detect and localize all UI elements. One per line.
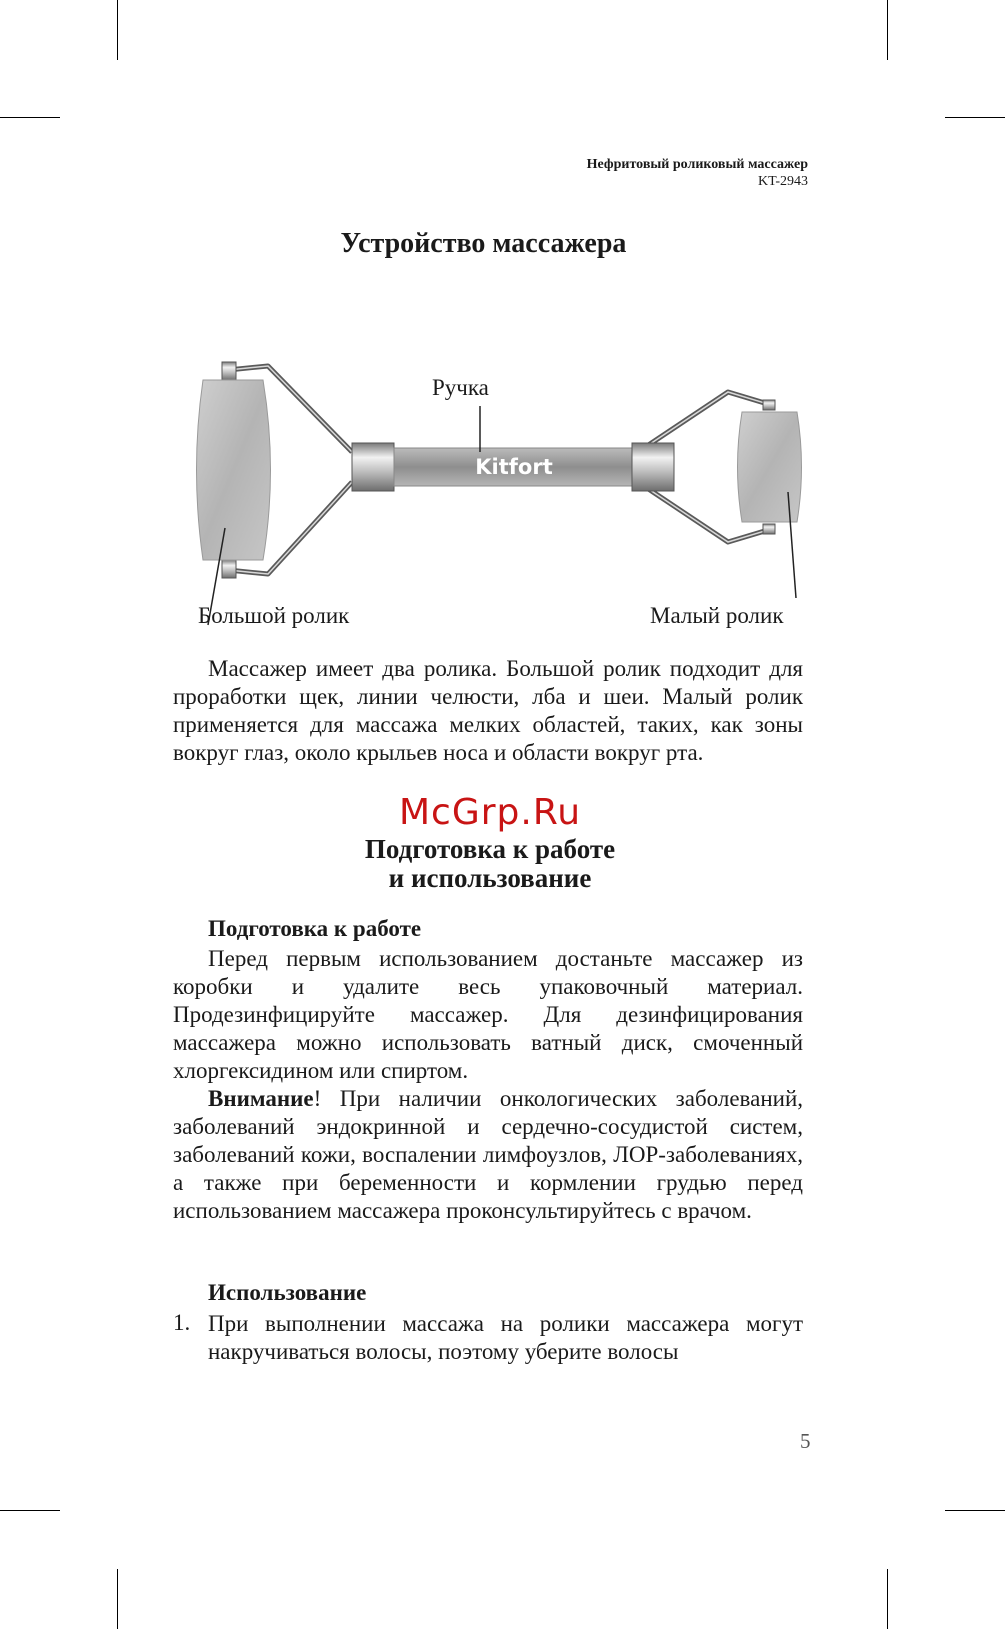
brand-logo: Kitfort: [475, 455, 553, 479]
section-title-device: Устройство массажера: [340, 228, 627, 259]
label-small-roller: Малый ролик: [650, 603, 784, 628]
page-number: 5: [800, 1429, 811, 1453]
label-handle: Ручка: [432, 375, 489, 400]
list-item-text: При выполнении массажа на ролики массажера могут накручиваться волосы, поэтому уберите волосы: [208, 1311, 803, 1364]
label-large-roller: Большой ролик: [198, 603, 350, 628]
section-title-preparation: Подготовка к работе и использование: [364, 834, 616, 893]
model-number: KT-2943: [757, 174, 808, 189]
device-description: Массажер имеет два ролика. Большой ролик подходит для проработки щек, линии челюсти, лба и шеи. Малый ролик применяется для массажа мелких областей, таких, как зоны вокруг глаз, около крыльев носа и области вокруг рта.: [173, 656, 803, 765]
crop-mark: [0, 1510, 60, 1511]
small-roller-shape: [738, 412, 802, 522]
product-name: Нефритовый роликовый массажер: [586, 157, 808, 172]
subheading-usage: Использование: [208, 1280, 367, 1305]
watermark: McGrp.Ru: [398, 792, 582, 833]
warning-paragraph: [173, 1085, 803, 1225]
list-item-number: 1.: [173, 1310, 191, 1335]
warning-text: ! При наличии онкологических заболеваний, заболеваний эндокринной и сердечно-сосудистой систем, заболеваний кожи, воспалении лимфоузлов, ЛОР-заболеваниях, а также при беременности и кормлении грудью перед использованием массажера проконсультируйтесь с врачом.: [173, 1086, 803, 1223]
large-roller-shape: [197, 380, 271, 560]
crop-mark: [945, 1510, 1005, 1511]
crop-mark: [887, 1569, 888, 1629]
subheading-preparation: Подготовка к работе: [208, 916, 422, 941]
massager-illustration: [0, 0, 1005, 640]
preparation-text: Перед первым использованием достаньте массажер из коробки и удалите весь упаковочный материал. Продезинфицируйте массажер. Для дезинфицирования массажера можно использовать ватный диск, смоченный хлоргексидином или спиртом.: [173, 946, 803, 1083]
crop-mark: [117, 1569, 118, 1629]
warning-label: Внимание: [208, 1086, 314, 1111]
